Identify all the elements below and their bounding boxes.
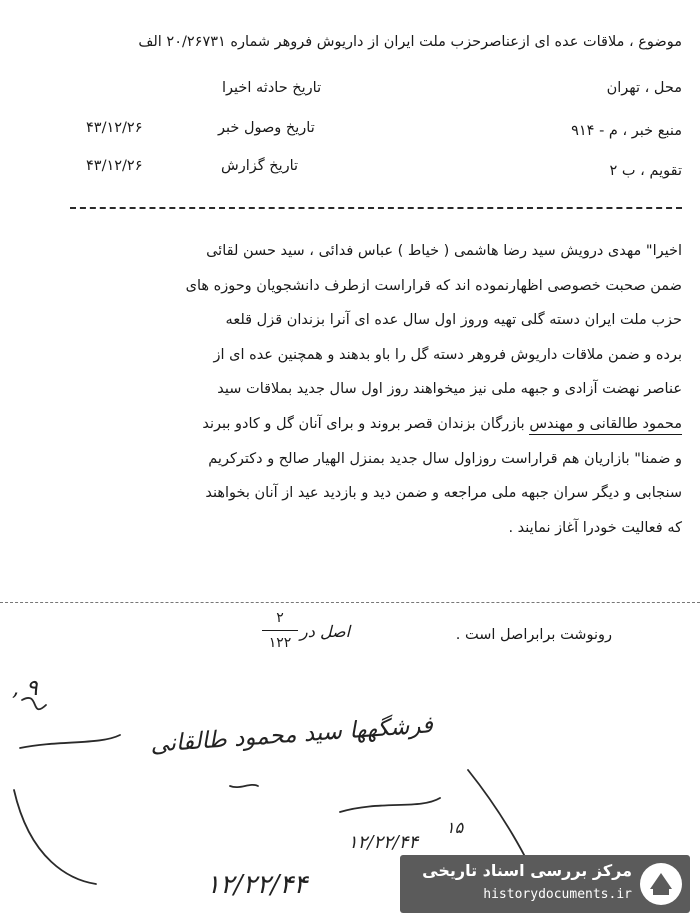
archive-logo-icon [638,861,684,907]
original-in-note: اصل در [300,622,351,641]
handwritten-note: فرشگهها سید محمود طالقانی [149,712,434,758]
certified-copy-note: رونوشت برابراصل است . [455,627,612,643]
body-line: اخیرا" مهدی درویش سید رضا هاشمی ( خیاط ) عباس فدائی ، سید حسن لقائی [206,243,682,259]
body-line: حزب ملت ایران دسته گلی تهیه وروز اول سال عده ای آنرا بزندان قزل قلعه [225,312,682,329]
fraction-top: ۲ [276,610,284,626]
handwritten-mark: ۹ , [12,676,38,701]
body-line: عناصر نهضت آزادی و جبهه ملی نیز میخواهند روز اول سال جدید بملاقات سید [217,381,682,398]
source-line: منبع خبر ، م - ۹۱۴ [571,123,682,139]
report-date-value: ۴۳/۱۲/۲۶ [86,158,143,174]
body-line: که فعالیت خودرا آغاز نمایند . [508,519,682,536]
handwritten-date-b: ۱۲/۲۲/۴۴ [348,832,419,853]
pen-stroke [14,790,96,884]
handwritten-date-a: ۱۵ [446,818,464,837]
receive-date-value: ۴۳/۱۲/۲۶ [86,120,143,136]
pen-stroke [340,798,440,812]
watermark-url: historydocuments.ir [483,887,632,902]
body-line: ضمن صحبت خصوصی اظهارنموده اند که قراراست ازطرف دانشجویان وحوزه های [185,277,682,294]
body-line: برده و ضمن ملاقات داریوش فروهر دسته گل را باو بدهند و همچنین عده ای از [213,346,682,363]
fraction-bottom: ۱۲۲ [268,635,292,651]
handwritten-date-c: ۱۲/۲۲/۴۴ [206,870,308,900]
body-line: سنجابی و دیگر سران جبهه ملی مراجعه و ضمن دید و بازدید عید از آنان بخواهند [205,485,682,502]
body-line: و ضمنا" بازاریان هم قراراست روزاول سال جدید بمنزل الهیار صالح و دکترکریم [208,450,682,467]
evaluation-line: تقویم ، ب ۲ [609,163,682,179]
subject-line: موضوع ، ملاقات عده ای ازعناصرحزب ملت ایران از داریوش فروهر شماره ۲۰/۲۶۷۳۱ الف [138,34,682,50]
underlined-phrase: محمود طالقانی و مهندس [529,416,682,435]
incident-date-label: تاریخ حادثه اخیرا [222,80,322,96]
pen-stroke [22,698,46,709]
report-date-label: تاریخ گزارش [221,158,299,174]
pen-stroke [20,735,120,748]
pen-stroke [230,785,258,787]
archive-watermark [400,855,690,913]
receive-date-label: تاریخ وصول خبر [218,120,315,136]
watermark-title: مرکز بررسی اسناد تاریخی [422,861,632,880]
place-line: محل ، تهران [606,80,682,96]
body-line-rest: بازرگان بزندان قصر بروند و برای آنان گل و کادو ببرند [202,415,530,432]
